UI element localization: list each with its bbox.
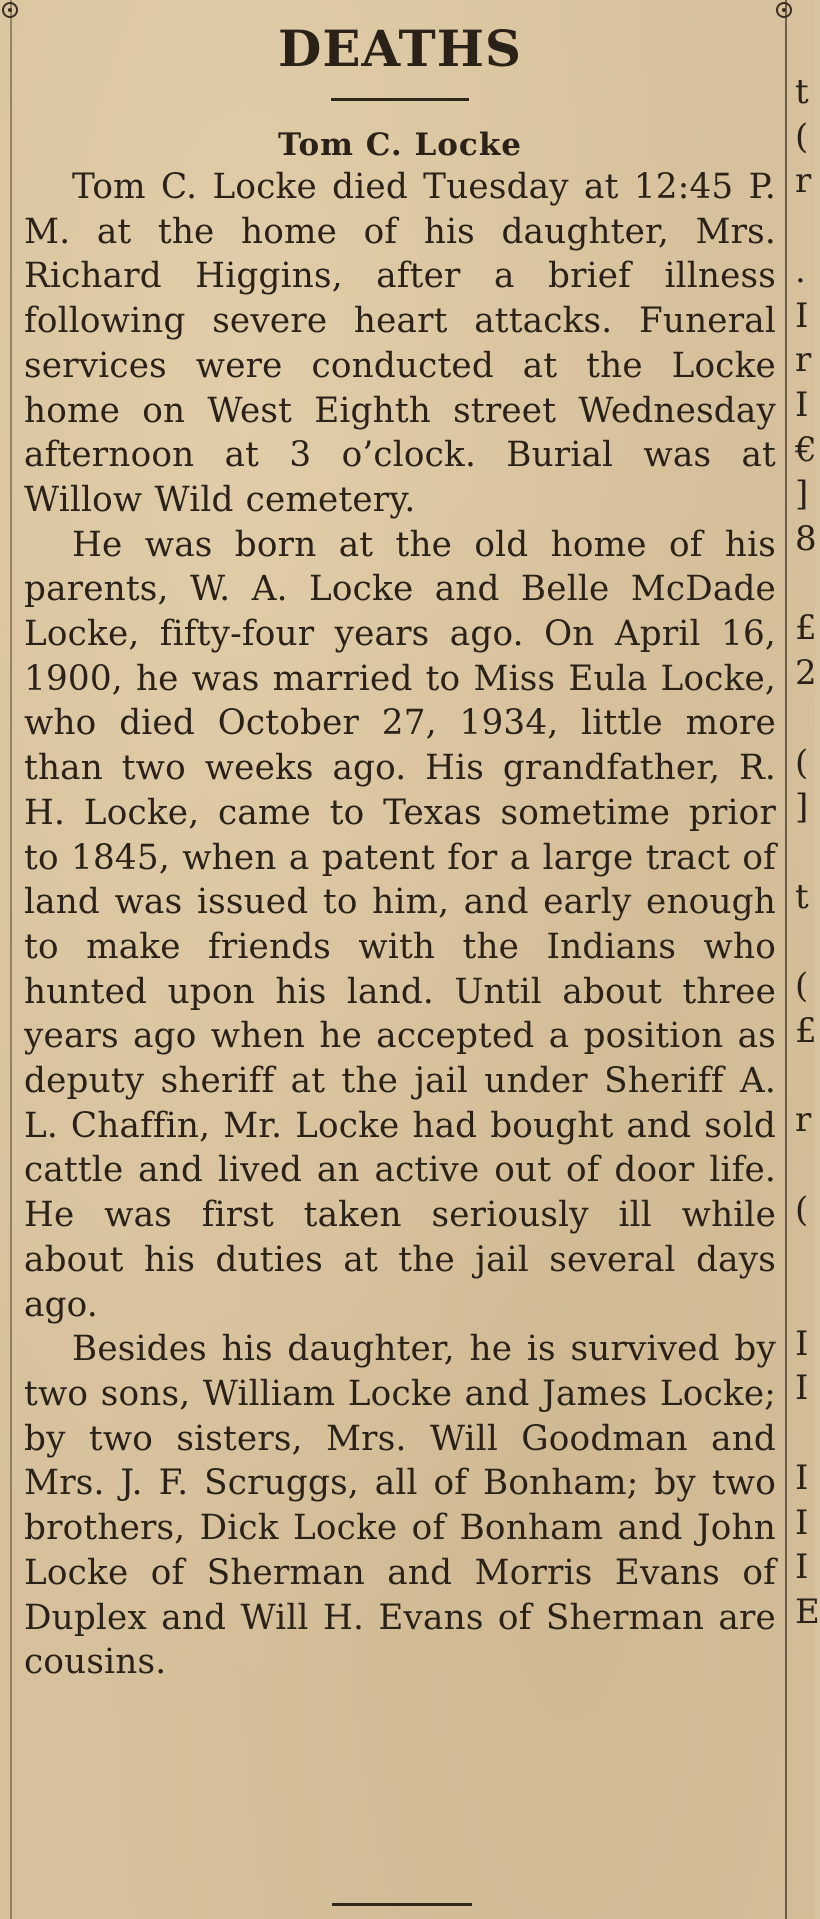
pin-icon: [776, 2, 792, 18]
article-column: [24, 14, 776, 1685]
section-title: DEATHS: [277, 19, 523, 78]
left-column-rule: [10, 0, 12, 1919]
right-column-rule: [785, 0, 787, 1919]
article-subhead: Tom C. Locke: [277, 127, 523, 163]
bottom-divider: [332, 1903, 472, 1906]
article-paragraph: Besides his daughter, he is survived by two sons, William Locke and James Locke; by two sisters, Mrs. Will Goodman and Mrs. J. F. Scruggs, all of Bonham; by two brothers, Dick Locke of Bonham and John Locke of Sherman and Morris Evans of Duplex and Will H. Evans of Sherman are cousins.: [24, 1329, 776, 1683]
article-paragraph: He was born at the old home of his parents, W. A. Locke and Belle McDade Locke, fifty-four years ago. On April 16, 1900, he was married to Miss Eula Locke, who died October 27, 1934, little more than two weeks ago. His grandfather, R. H. Locke, came to Texas sometime prior to 1845, when a patent for a large tract of land was issued to him, and early enough to make friends with the Indians who hunted upon his land. Until about three years ago when he accepted a position as deputy sheriff at the jail under Sheriff A. L. Chaffin, Mr. Locke had bought and sold cattle and lived an active out of door life. He was first taken seriously ill while about his duties at the jail several days ago.: [24, 524, 776, 1325]
adjacent-column-edge: t ( r . I r I € ] 8 £ 2 ( ] t ( £ r ( I I I I I E: [795, 72, 820, 1632]
pin-icon: [2, 2, 18, 18]
headline-divider: [331, 98, 469, 101]
article-paragraph: Tom C. Locke died Tuesday at 12:45 P. M. at the home of his daughter, Mrs. Richard Higgins, after a brief illness following severe heart attacks. Funeral services were conducted at the Locke home on West Eighth street Wednesday afternoon at 3 o’clock. Burial was at Willow Wild cemetery.: [24, 167, 776, 520]
